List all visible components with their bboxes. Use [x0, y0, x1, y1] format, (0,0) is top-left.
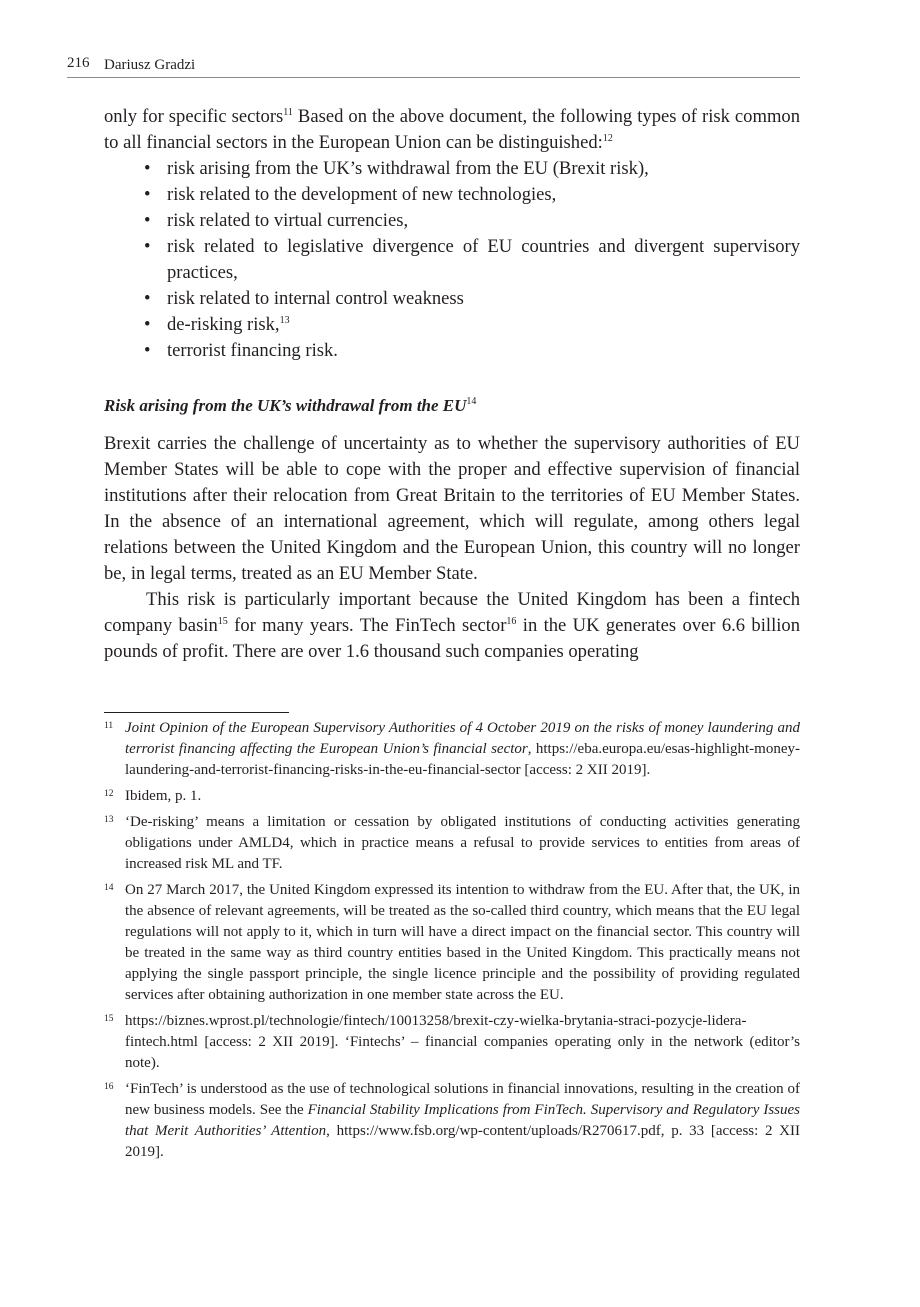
footnote-ref-15[interactable]: 15: [217, 616, 228, 627]
brexit-paragraph: Brexit carries the challenge of uncertainty as to whether the supervisory authorities of EU Member States will be able to cope with the proper and effective supervision of financial institutions after their relocation from Great Britain to the territories of EU Member States. In the absence of an international agreement, which will regulate, among others legal relations between the United Kingdom and the European Union, this country will no longer be, in legal terms, treated as an EU Member State.: [104, 433, 800, 584]
footnote-text: ‘FinTech’ is understood as the use of technological solutions in financial innovations, resulting in the creation of new business models. See the: [125, 1081, 800, 1118]
cited-title: Joint Opinion of the European Supervisory Authorities of 4 October 2019 on the risks of money laundering and terrorist financing affecting the European Union’s financial sector: [125, 720, 800, 757]
running-header: [67, 55, 800, 78]
footnote-text: On 27 March 2017, the United Kingdom expressed its intention to withdraw from the EU. After that, the UK, in the absence of relevant agreements, will be treated as the so-called third country, which means that the EU legal regulations will not apply to it, which in turn will have a direct impact on the financial sector. This country will be treated in the same way as third country entities based in the United Kingdom. This practically means not applying the single passport principle, the single licence principle and the possibility of providing regulated services after obtaining authorization in one member state across the EU.: [125, 882, 800, 1003]
bullet-icon: •: [144, 210, 151, 231]
footnote-text-end: , https://www.fsb.org/wp-content/uploads/R270617.pdf, p. 33 [access: 2 XII 2019].: [125, 1123, 800, 1160]
footnote-text: ‘De-risking’ means a limitation or cessation by obligated institutions of conducting activities generating obligations under AMLD4, which in practice means a refusal to provide services to entities from areas of increased risk ML and TF.: [125, 814, 800, 872]
bullet-icon: •: [144, 288, 151, 309]
fintech-text-b: for many years. The FinTech sector: [227, 615, 507, 636]
list-item: [144, 182, 800, 208]
footnote-text: https://biznes.wprost.pl/technologie/fintech/10013258/brexit-czy-wielka-brytania-straci-pozycje-lidera-fintech.html [access: 2 XII 2019]. ‘Fintechs’ – financial companies operating only in the network (editor’s note).: [125, 1013, 800, 1071]
risk-types-list: [144, 156, 800, 364]
footnote-number: 15: [104, 1014, 114, 1024]
bullet-icon: •: [144, 184, 151, 205]
bullet-icon: •: [144, 236, 151, 257]
list-item-text: risk related to the development of new technologies,: [167, 184, 557, 205]
list-item: [144, 286, 800, 312]
section-heading: [104, 396, 476, 416]
footnote-number: 11: [104, 721, 114, 731]
list-item: [144, 156, 800, 182]
footnote-number: 12: [104, 789, 114, 799]
fintech-text-a: This risk is particularly important because the United Kingdom has been a fintech company basin: [104, 589, 800, 636]
footnote-number: 14: [104, 883, 114, 893]
bullet-icon: •: [144, 314, 151, 335]
list-item: [144, 208, 800, 234]
footnote-number: 16: [104, 1082, 114, 1092]
fintech-paragraph: [104, 587, 800, 665]
footnote-separator: [104, 712, 289, 713]
footnote-11: [104, 718, 800, 781]
footnote-13: [104, 812, 800, 875]
footnote-12: [104, 786, 800, 807]
footnote-14: [104, 880, 800, 1006]
list-item-text: risk related to virtual currencies,: [167, 210, 409, 231]
footnote-ref-12[interactable]: 12: [602, 133, 613, 144]
list-item: [144, 234, 800, 286]
intro-text-a: only for specific sectors: [104, 106, 284, 127]
list-item-text: de-risking risk,: [167, 314, 280, 335]
page-number: 216: [67, 55, 90, 71]
bullet-icon: •: [144, 158, 151, 179]
footnote-16: [104, 1079, 800, 1163]
footnote-ref-11[interactable]: 11: [283, 107, 293, 118]
intro-paragraph: [104, 104, 800, 156]
footnote-text: Ibidem, p. 1.: [125, 788, 202, 804]
footnote-number: 13: [104, 815, 114, 825]
footnote-text: , https://eba.europa.eu/esas-highlight-money-laundering-and-terrorist-financing-risks-in-the-eu-financial-sector [access: 2 XII 2019].: [125, 741, 800, 778]
list-item: [144, 312, 800, 338]
footnote-ref-14[interactable]: 14: [466, 396, 477, 407]
bullet-icon: •: [144, 340, 151, 361]
list-item: [144, 338, 800, 364]
fintech-text-c: in the UK generates over 6.6 billion pounds of profit. There are over 1.6 thousand such companies operating: [104, 615, 800, 662]
footnote-ref-16[interactable]: 16: [506, 616, 517, 627]
cited-title: Financial Stability Implications from FinTech. Supervisory and Regulatory Issues that Merit Authorities’ Attention: [125, 1102, 800, 1139]
list-item-text: terrorist financing risk.: [167, 340, 338, 361]
list-item-text: risk related to legislative divergence of EU countries and divergent supervisory practices,: [167, 236, 800, 283]
intro-text-b: Based on the above document, the following types of risk common to all financial sectors in the European Union can be distinguished:: [104, 106, 800, 153]
list-item-text: risk arising from the UK’s withdrawal from the EU (Brexit risk),: [167, 158, 649, 179]
running-head-author: Dariusz Gradzi: [104, 57, 196, 73]
footnote-15: [104, 1011, 800, 1074]
footnote-ref-13[interactable]: 13: [279, 315, 290, 326]
section-heading-text: Risk arising from the UK’s withdrawal from the EU: [104, 396, 467, 415]
list-item-text: risk related to internal control weakness: [167, 288, 464, 309]
footnotes: [104, 718, 800, 1168]
